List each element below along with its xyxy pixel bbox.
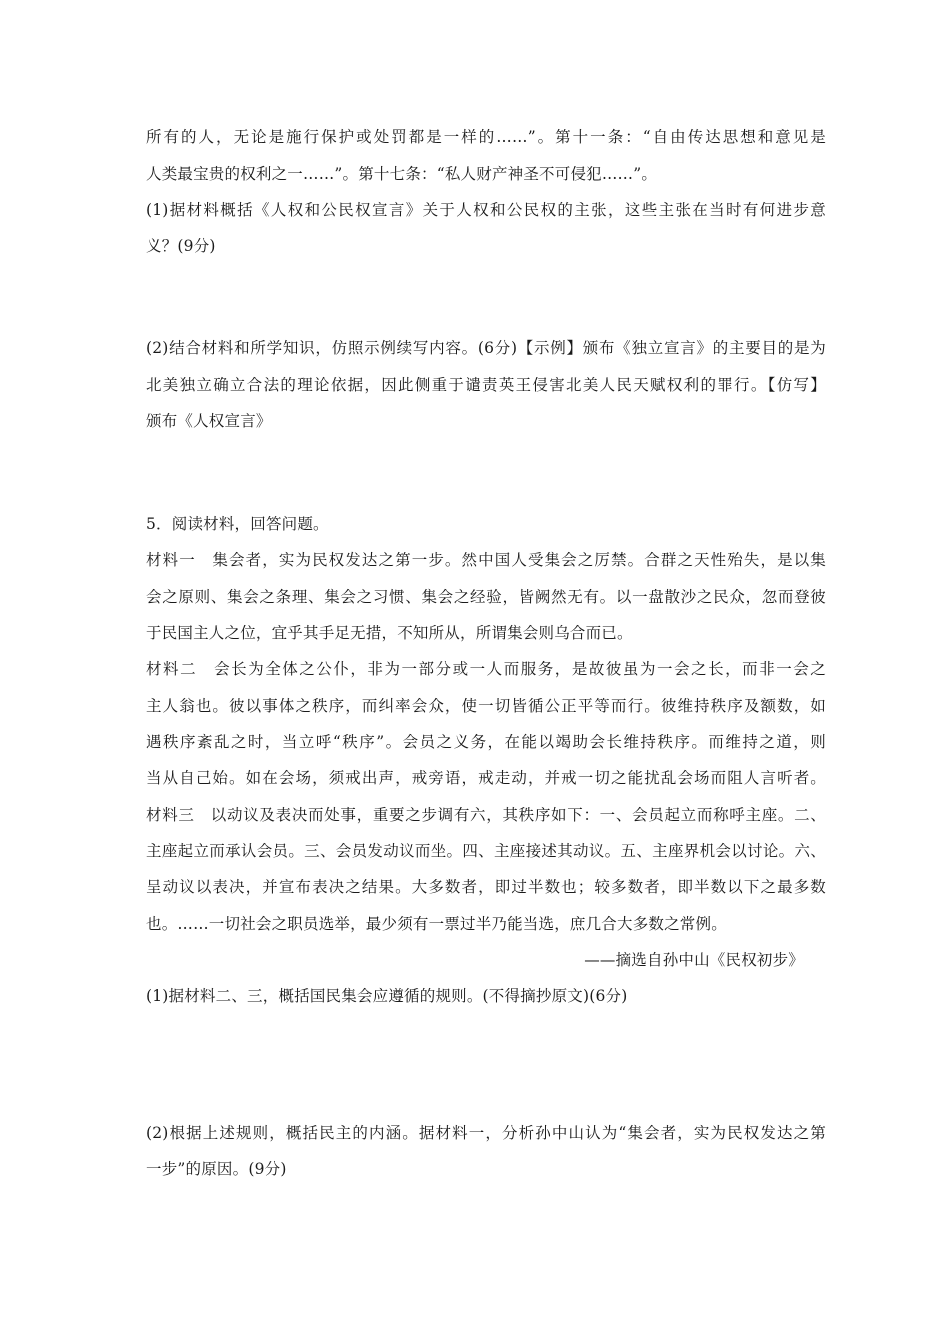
question-text: (1)据材料二、三，概括国民集会应遵循的规则。(不得摘抄原文)(6分) [146, 987, 628, 1005]
source-citation: ——摘选自孙中山《民权初步》 [584, 951, 804, 969]
material-text-line: 主人翁也。彼以事体之秩序，而纠率会众，使一切皆循公正平等而行。彼维持秩序及额数，如 [146, 697, 826, 715]
material-text-line: 所有的人，无论是施行保护或处罚都是一样的……”。第十一条：“自由传达思想和意见是 [146, 128, 826, 146]
material-text-line: 人类最宝贵的权利之一……”。第十七条：“私人财产神圣不可侵犯……”。 [146, 165, 658, 183]
document-page [146, 0, 826, 1344]
question-text: 北美独立确立合法的理论依据，因此侧重于谴责英王侵害北美人民天赋权利的罪行。【仿写】 [146, 376, 826, 394]
material-text-line: 会之原则、集会之条理、集会之习惯、集会之经验，皆阙然无有。以一盘散沙之民众，忽而登彼 [146, 588, 826, 606]
material-text-line: 主座起立而承认会员。三、会员发动议而坐。四、主座接述其动议。五、主座界机会以讨论。六、 [146, 842, 826, 860]
question-heading: 5．阅读材料，回答问题。 [146, 515, 329, 533]
material-text-line: 也。……一切社会之职员选举，最少须有一票过半乃能当选，庶几合大多数之常例。 [146, 915, 727, 933]
material-text-line: 材料二 会长为全体之公仆，非为一部分或一人而服务，是故彼虽为一会之长，而非一会之 [146, 660, 826, 678]
material-text-line: 材料一 集会者，实为民权发达之第一步。然中国人受集会之厉禁。合群之天性殆失，是以集 [146, 551, 826, 569]
material-text-line: 遇秩序紊乱之时，当立呼“秩序”。会员之义务，在能以竭助会长维持秩序。而维持之道，则 [146, 733, 826, 751]
question-text: 一步”的原因。(9分) [146, 1160, 287, 1178]
question-text: (1)据材料概括《人权和公民权宣言》关于人权和公民权的主张，这些主张在当时有何进步意 [146, 201, 826, 219]
question-text: 义？(9分) [146, 237, 216, 255]
question-text: (2)根据上述规则，概括民主的内涵。据材料一，分析孙中山认为“集会者，实为民权发达之第 [146, 1124, 826, 1142]
question-text: 颁布《人权宣言》 [146, 412, 272, 430]
question-text: (2)结合材料和所学知识，仿照示例续写内容。(6分)【示例】颁布《独立宣言》的主要目的是为 [146, 339, 826, 357]
material-text-line: 呈动议以表决，并宣布表决之结果。大多数者，即过半数也；较多数者，即半数以下之最多数 [146, 878, 826, 896]
material-text-line: 当从自己始。如在会场，须戒出声，戒旁语，戒走动，并戒一切之能扰乱会场而阻人言听者。 [146, 769, 826, 787]
material-text-line: 于民国主人之位，宜乎其手足无措，不知所从，所谓集会则乌合而已。 [146, 624, 633, 642]
material-text-line: 材料三 以动议及表决而处事，重要之步调有六，其秩序如下：一、会员起立而称呼主座。二、 [146, 806, 826, 824]
